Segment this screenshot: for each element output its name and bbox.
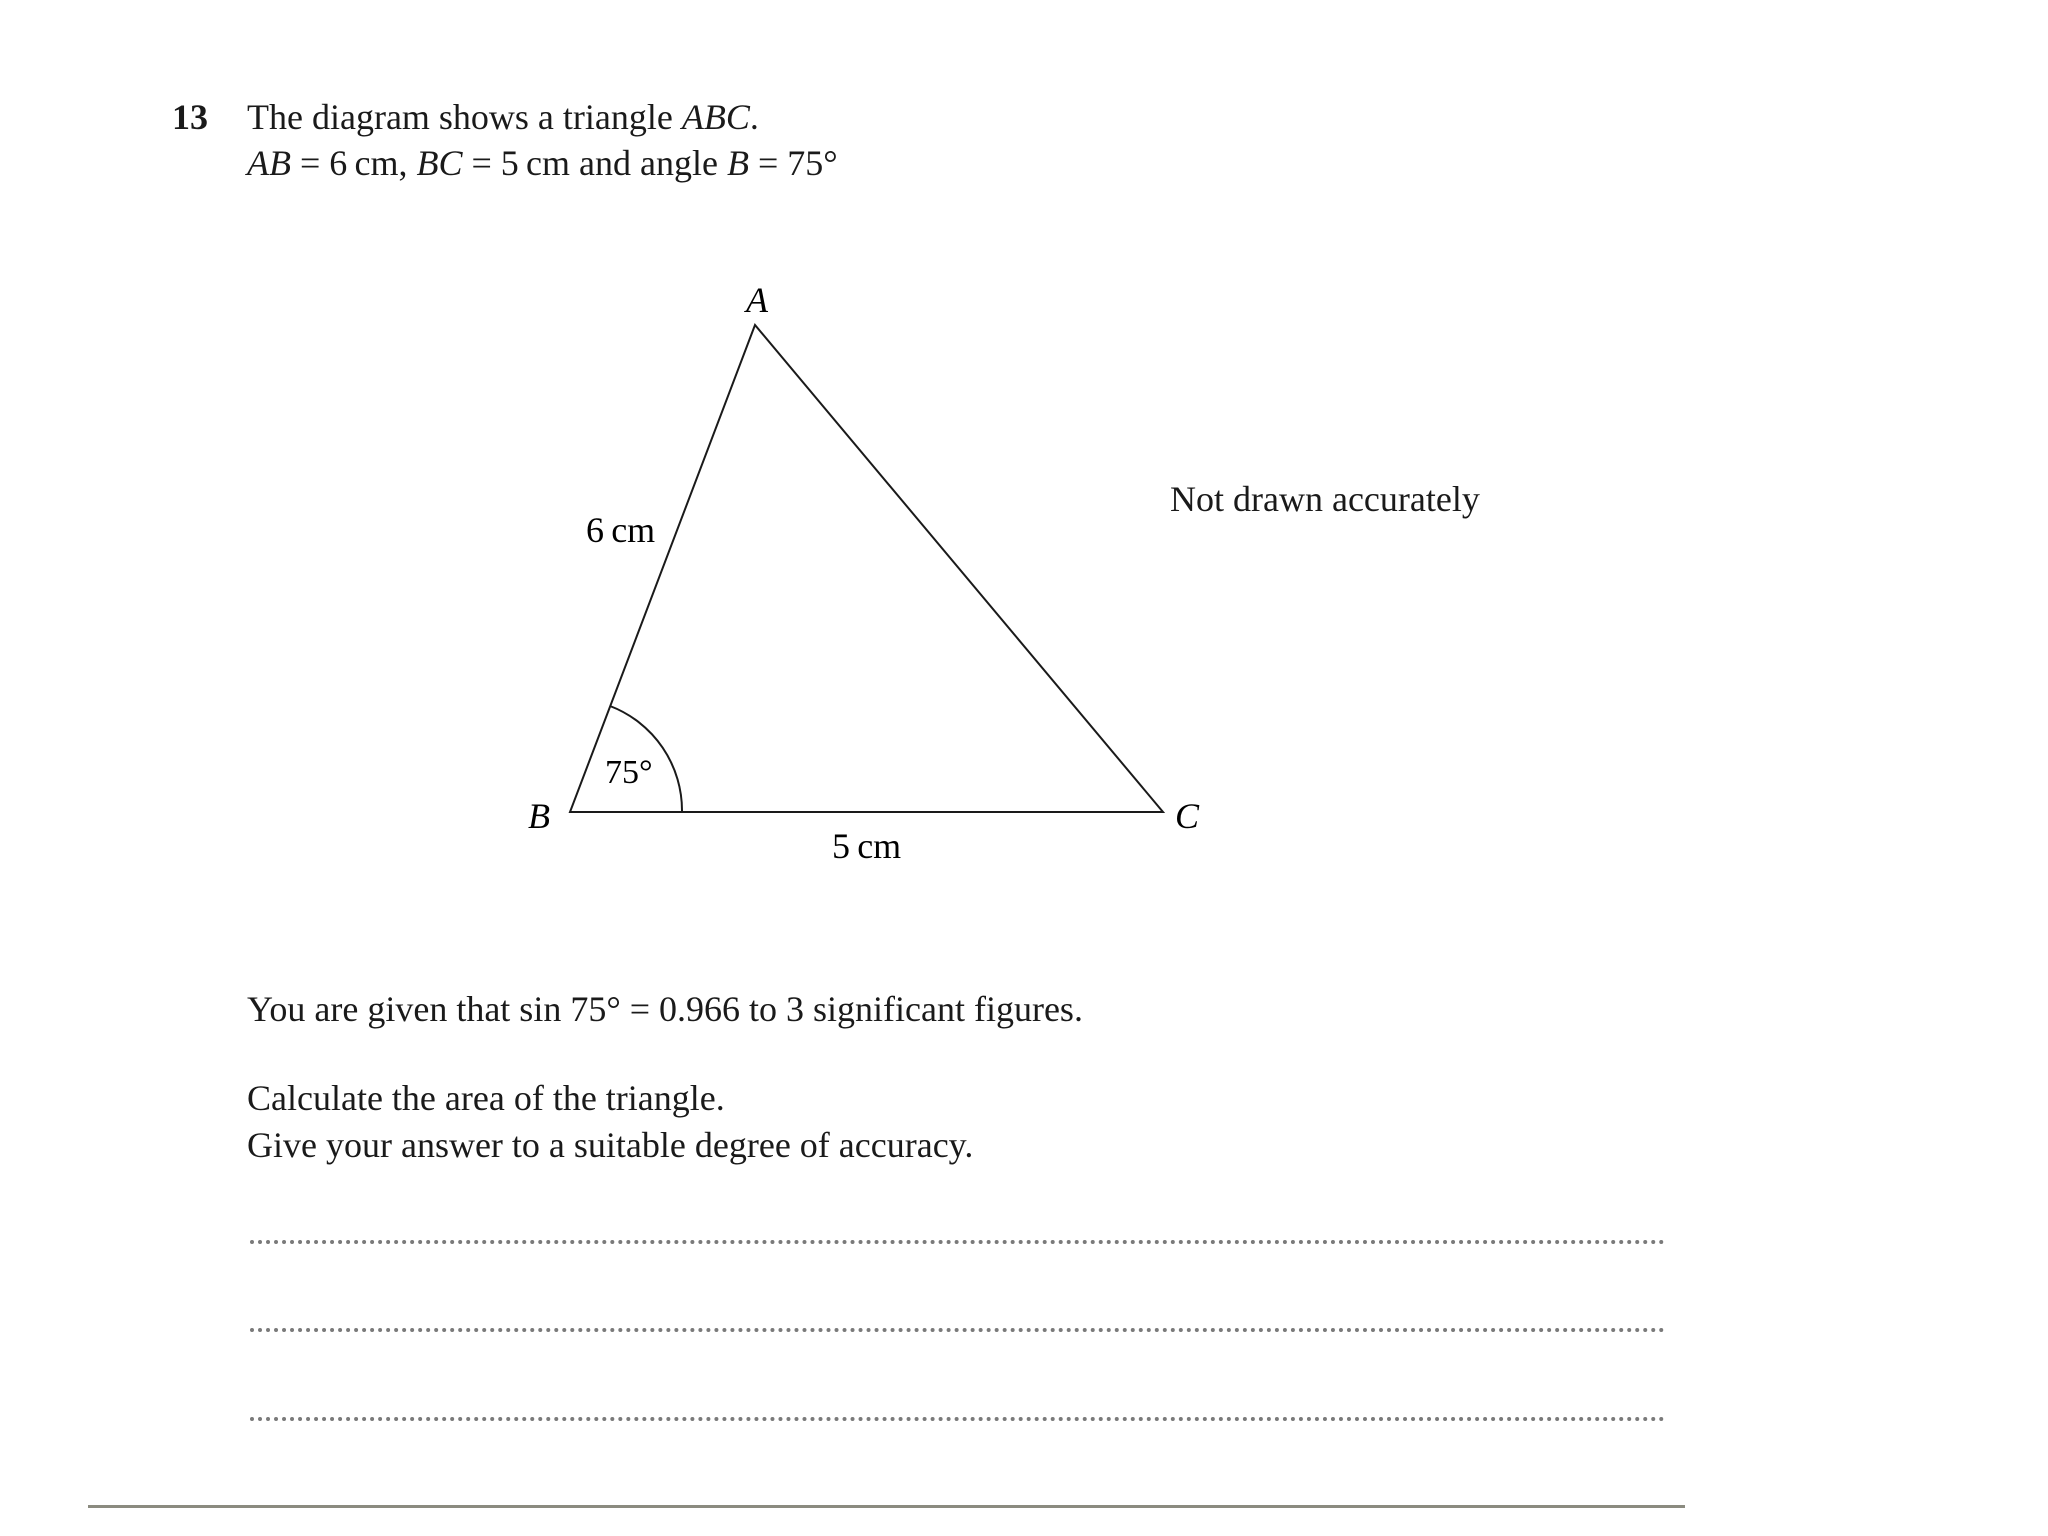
angle-b-label: 75°	[605, 754, 653, 791]
given-statement: You are given that sin 75° = 0.966 to 3 significant figures.	[247, 989, 1083, 1029]
side-ab-label: 6 cm	[586, 510, 656, 550]
vertex-c-label: C	[1175, 796, 1200, 836]
answer-line-3[interactable]	[250, 1417, 1665, 1421]
not-drawn-accurately-note: Not drawn accurately	[1170, 479, 1480, 519]
instruction-calculate: Calculate the area of the triangle.	[247, 1078, 725, 1118]
triangle-name: ABC	[681, 97, 750, 137]
b-value: = 75°	[748, 143, 838, 183]
instruction-accuracy: Give your answer to a suitable degree of accuracy.	[247, 1125, 974, 1165]
b-label: B	[726, 143, 749, 183]
footer-rule	[88, 1505, 1685, 1508]
question-number: 13	[172, 97, 208, 137]
ab-label: AB	[247, 143, 291, 183]
answer-line-1[interactable]	[250, 1240, 1665, 1244]
ab-value: = 6 cm,	[290, 143, 417, 183]
vertex-b-label: B	[528, 796, 550, 836]
intro-post: .	[749, 97, 759, 137]
bc-value: = 5 cm and angle	[462, 143, 727, 183]
bc-label: BC	[416, 143, 463, 183]
side-bc-label: 5 cm	[832, 826, 902, 866]
vertex-a-label: A	[746, 280, 768, 320]
intro-pre: The diagram shows a triangle	[247, 97, 682, 137]
triangle-abc	[570, 325, 1163, 812]
answer-line-2[interactable]	[250, 1328, 1665, 1332]
